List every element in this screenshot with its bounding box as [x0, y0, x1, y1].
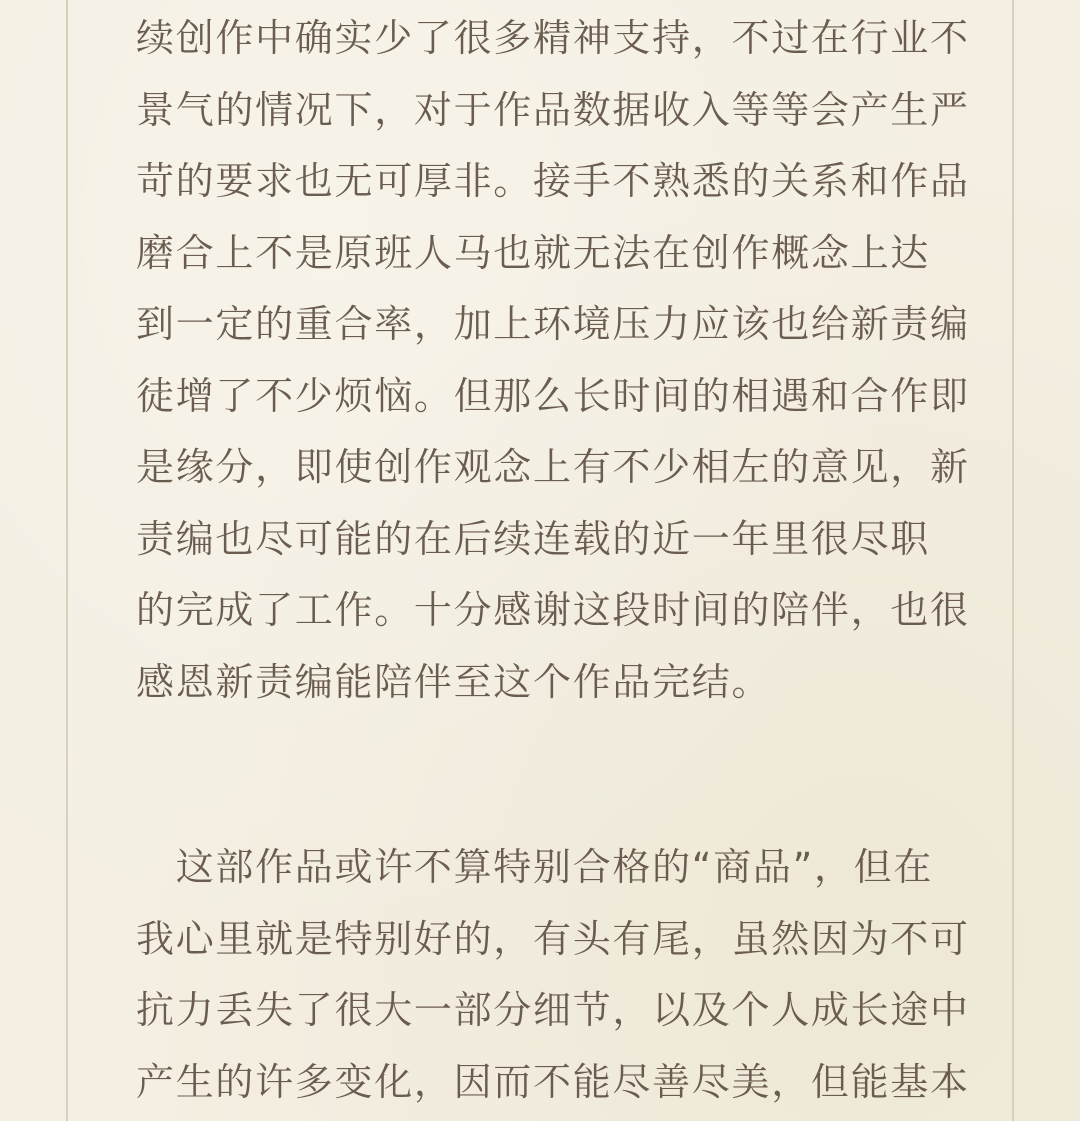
text-line: 抗力丢失了很大一部分细节，以及个人成长途中	[136, 988, 970, 1032]
right-border-line	[1012, 0, 1014, 1121]
left-border-line	[66, 0, 68, 1121]
text-line: 到一定的重合率，加上环境压力应该也给新责编	[136, 302, 970, 346]
text-line: 苛的要求也无可厚非。接手不熟悉的关系和作品	[136, 159, 970, 203]
text-line: 磨合上不是原班人马也就无法在创作概念上达	[136, 230, 931, 275]
text-line: 徒增了不少烦恼。但那么长时间的相遇和合作即	[136, 373, 970, 418]
article-paragraph-2	[136, 832, 970, 1118]
text-line: 这部作品或许不算特别合格的“商品”，但在	[136, 845, 934, 889]
text-line: 是缘分，即使创作观念上有不少相左的意见，新	[136, 445, 970, 489]
text-line: 产生的许多变化，因而不能尽善尽美，但能基本	[136, 1059, 970, 1104]
text-line: 我心里就是特别好的，有头有尾，虽然因为不可	[136, 916, 970, 961]
text-line: 景气的情况下，对于作品数据收入等等会产生严	[136, 87, 970, 132]
text-line: 感恩新责编能陪伴至这个作品完结。	[136, 659, 772, 704]
text-line: 续创作中确实少了很多精神支持，不过在行业不	[136, 16, 970, 60]
text-line: 的完成了工作。十分感谢这段时间的陪伴，也很	[136, 588, 970, 632]
article-paragraph-1	[136, 3, 970, 718]
text-line: 责编也尽可能的在后续连载的近一年里很尽职	[136, 516, 931, 561]
